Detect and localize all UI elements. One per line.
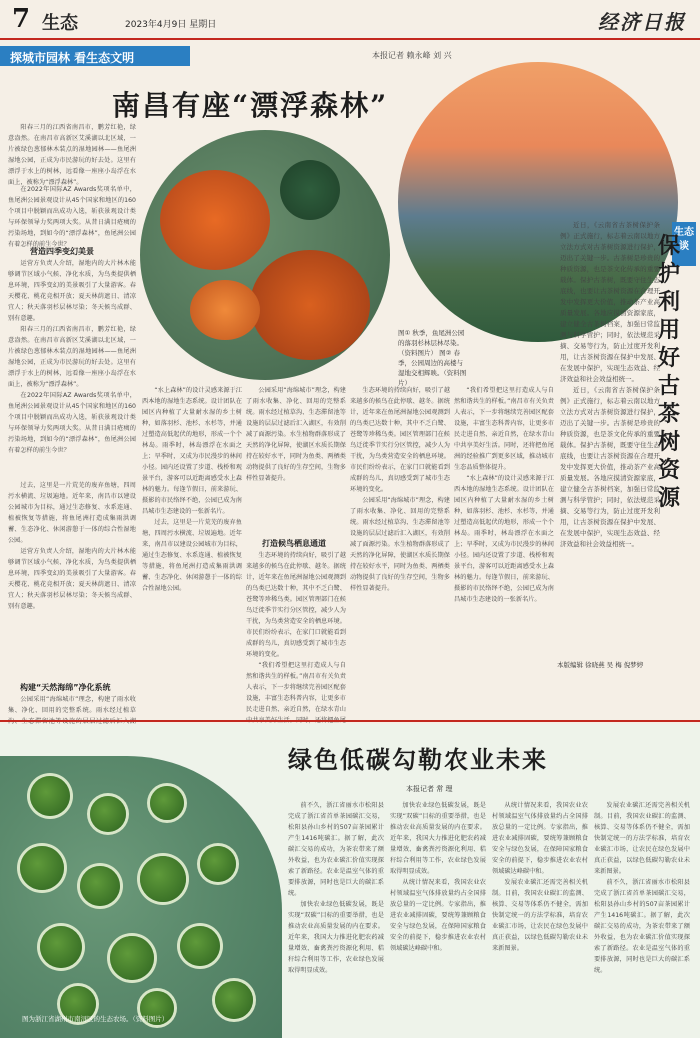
page-number: 7 xyxy=(12,4,31,34)
article1-col3: 公园采用“海绵城市”理念，构建了雨水收集、净化、回用的完整系统。雨水经过植草沟、生态滞留池等设施的层层过滤后汇入湖区，有效削减了面源污染。水生植物群落形成了天然的净化屏障，使湖区水质长期保持在较好水平，同时为鱼类、两栖类动物提供了良好的生存空间，生物多样性显著提升。 xyxy=(246,387,346,482)
article3-col4: 发展农业碳汇还需完善相关机制。目前，我国农业碳汇的监测、核算、交易等体系仍不健全，需加快制定统一的方法学标准，培育农业碳汇市场，让农民在绿色发展中真正获益，以绿色低碳勾勒农业未来新图景。 前不久，浙江省丽水市松阳县完成了浙江省首单茶园碳汇交易，松阳县孙山乡村的507亩茶园累计产生1416吨碳汇。据了解，此次碳汇交易的成功，为茶农带来了额外收益，也为农业碳汇价值实现探索了新路径。农业是温室气体的重要排放源，同时也是巨大的碳汇系统。 xyxy=(594,802,690,974)
article3-byline: 本报记者 常 理 xyxy=(406,785,453,793)
article1-col5: “我们希望把这里打造成人与自然和谐共生的样板。”南昌市有关负责人表示，下一步将继续完善园区配套设施，丰富生态科普内容，让更多市民走进自然、亲近自然，在绿水青山中共享美好生活。同时，还将把鱼尾洲的经验推广到更多区域，推动城市生态品质整体提升。 “水上森林”的设计灵感来源于江西本地的湿地生态系统。设计团队在园区内种植了大量耐水湿的乡土树种，如落羽杉、池杉、水杉等，并通过塑造高低起伏的地形，形成一个个林岛。雨季时，林岛漂浮在水面之上；旱季时，又成为市民漫步的林间小径。园内还设置了步道、栈桥和观景平台，游客可以近距离感受水上森林的魅力。每逢节假日，前来游玩、摄影的市民络绎不绝，公园已成为南昌城市生态建设的一张新名片。 xyxy=(454,387,554,603)
subhead-1: 营造四季变幻美景 xyxy=(30,247,94,256)
article1-col1c: 运营方负责人介绍，湿地内的大片林木能够调节区域小气候、净化水质，为鸟类提供栖息环境，四季变幻的美景吸引了大量游客。春天樱花、桃花竞相开放；夏天林荫遮日、清凉宜人；秋天落羽杉层林尽染；冬天候鸟成群、别有意趣。 阳春三月的江西省南昌市，鹏芳红艳，绿意盎然。在南昌市高新区艾溪湖以北区域，一片被绿色葱郁林木装点的湿地园林——鱼尾洲湿地公园，正成为市民游玩的好去处。这里有漂浮于水上的树林，远看像一座座小岛浮在水面上，被称为“漂浮森林”。 在2022年国际AZ Awards奖项名单中，鱼尾洲公园景观设计从45个国家和地区的160个项目中脱颖而出成功入选，斩获景观设计类与环保领导力奖两项大奖。从昔日满目疮痍的污染场地，到如今的“漂浮森林”，鱼尾洲公园有着怎样的前生今世？ xyxy=(8,260,136,454)
article2-body: 近日，《云南省古茶树保护条例》正式施行，标志着云南以地方立法方式对古茶树资源进行保护，迈出了关键一步。古茶树是珍贵的种质资源，也是茶文化传承的重要载体。保护古茶树，既要守住生态底线，也要让古茶树资源在合理开发中发挥更大价值，推动茶产业高质量发展。各地应摸清资源家底，建立健全古茶树档案，加强日常监测与科学管护；同时，依法规范采摘、交易等行为，防止过度开发利用，让古茶树资源在保护中发展、在发展中保护，实现生态效益、经济效益和社会效益相统一。 近日，《云南省古茶树保护条例》正式施行，标志着云南以地方立法方式对古茶树资源进行保护，迈出了关键一步。古茶树是珍贵的种质资源，也是茶文化传承的重要载体。保护古茶树，既要守住生态底线，也要让古茶树资源在合理开发中发挥更大价值，推动茶产业高质量发展。各地应摸清资源家底，建立健全古茶树档案，加强日常监测与科学管护；同时，依法规范采摘、交易等行为，防止过度开发利用，让古茶树资源在保护中发展、在发展中保护，实现生态效益、经济效益和社会效益相统一。 xyxy=(560,221,660,548)
page-editors: 本版编辑 徐晓燕 吴 梅 倪梦婷 xyxy=(557,661,644,669)
article1-col1a: 阳春三月的江西省南昌市，鹏芳红艳，绿意盎然。在南昌市高新区艾溪湖以北区域，一片被绿色葱郁林木装点的湿地园林——鱼尾洲湿地公园，正成为市民游玩的好去处。这里有漂浮于水上的树林，远看像一座座小岛浮在水面上，被称为“漂浮森林”。 xyxy=(8,124,136,186)
article3-col1: 前不久，浙江省丽水市松阳县完成了浙江省首单茶园碳汇交易，松阳县孙山乡村的507亩茶园累计产生1416吨碳汇。据了解，此次碳汇交易的成功，为茶农带来了额外收益，也为农业碳汇价值实现探索了新路径。农业是温室气体的重要排放源，同时也是巨大的碳汇系统。 加快农业绿色低碳发展，既是实现“双碳”目标的重要举措，也是推动农业高质量发展的内在要求。近年来，我国大力推进化肥农药减量增效、畜禽粪污资源化利用、秸秆综合利用等工作，农业绿色发展取得明显成效。 xyxy=(288,802,384,974)
article1-col1b: 在2022年国际AZ Awards奖项名单中，鱼尾洲公园景观设计从45个国家和地区的160个项目中脱颖而出成功入选，斩获景观设计类与环保领导力奖两项大奖。从昔日满目疮痍的污染场地，到如今的“漂浮森林”，鱼尾洲公园有着怎样的前生今世？ xyxy=(8,186,136,248)
article1-headline: 南昌有座“漂浮森林” xyxy=(112,89,389,122)
article1-col4: 生态环境的持续向好，吸引了越来越多的候鸟在此停歇、越冬。据统计，近年来在鱼尾洲湿地公园观测到的鸟类已达数十种，其中不乏白鹭、苍鹭等珍稀鸟类。园区管理部门在候鸟迁徙季节实行分区管控，减少人为干扰，为鸟类营造安全的栖息环境。市民们纷纷表示，在家门口就能看到成群的鸟儿，真切感受到了城市生态环境的变化。 公园采用“海绵城市”理念，构建了雨水收集、净化、回用的完整系统。雨水经过植草沟、生态滞留池等设施的层层过滤后汇入湖区，有效削减了面源污染。水生植物群落形成了天然的净化屏障，使湖区水质长期保持在较好水平，同时为鱼类、两栖类动物提供了良好的生存空间，生物多样性显著提升。 xyxy=(350,387,450,592)
article1-col2: “水上森林”的设计灵感来源于江西本地的湿地生态系统。设计团队在园区内种植了大量耐水湿的乡土树种，如落羽杉、池杉、水杉等，并通过塑造高低起伏的地形，形成一个个林岛。雨季时，林岛漂浮在水面之上；旱季时，又成为市民漫步的林间小径。园内还设置了步道、栈桥和观景平台，游客可以近距离感受水上森林的魅力。每逢节假日，前来游玩、摄影的市民络绎不绝，公园已成为南昌城市生态建设的一张新名片。 过去，这里是一片荒芜的废弃鱼塘，四周污水横流、垃圾遍地。近年来，南昌市以建设公园城市为目标，通过生态修复、水系连通、植被恢复等措施，将鱼尾洲打造成集雨洪调蓄、生态净化、休闲游憩于一体的综合性湿地公园。 xyxy=(142,387,242,592)
article3-col3: 从统计情况来看，我国农业农村领域温室气体排放量约占全国排放总量的一定比例。专家指出，推进农业减排固碳，要统筹兼顾粮食安全与绿色发展，在保障国家粮食安全的前提下，稳步推进农业农村领域碳达峰碳中和。 发展农业碳汇还需完善相关机制。目前，我国农业碳汇的监测、核算、交易等体系仍不健全，需加快制定统一的方法学标准，培育农业碳汇市场，让农民在绿色发展中真正获益，以绿色低碳勾勒农业未来新图景。 xyxy=(492,802,588,952)
article1-byline: 本报记者 赖永峰 刘 兴 xyxy=(372,51,452,60)
article1-col1d: 过去，这里是一片荒芜的废弃鱼塘，四周污水横流、垃圾遍地。近年来，南昌市以建设公园城市为目标，通过生态修复、水系连通、植被恢复等措施，将鱼尾洲打造成集雨洪调蓄、生态净化、休闲游憩于一体的综合性湿地公园。 运营方负责人介绍，湿地内的大片林木能够调节区域小气候、净化水质，为鸟类提供栖息环境，四季变幻的美景吸引了大量游客。春天樱花、桃花竞相开放；夏天林荫遮日、清凉宜人；秋天落羽杉层林尽染；冬天候鸟成群、别有意趣。 xyxy=(8,482,136,610)
subhead-2: 构建“天然海绵”净化系统 xyxy=(20,683,111,692)
article3-col2: 加快农业绿色低碳发展，既是实现“双碳”目标的重要举措，也是推动农业高质量发展的内在要求。近年来，我国大力推进化肥农药减量增效、畜禽粪污资源化利用、秸秆综合利用等工作，农业绿色发展取得明显成效。 从统计情况来看，我国农业农村领域温室气体排放量约占全国排放总量的一定比例。专家指出，推进农业减排固碳，要统筹兼顾粮食安全与绿色发展，在保障国家粮食安全的前提下，稳步推进农业农村领域碳达峰碳中和。 xyxy=(390,802,486,952)
photo-forest-aerial xyxy=(140,130,390,380)
article2-headline: 保护利用好古茶树资源 xyxy=(657,233,680,511)
article1-col3b: 生态环境的持续向好，吸引了越来越多的候鸟在此停歇、越冬。据统计，近年来在鱼尾洲湿地公园观测到的鸟类已达数十种，其中不乏白鹭、苍鹭等珍稀鸟类。园区管理部门在候鸟迁徙季节实行分区管控，减少人为干扰，为鸟类营造安全的栖息环境。市民们纷纷表示，在家门口就能看到成群的鸟儿，真切感受到了城市生态环境的变化。 “我们希望把这里打造成人与自然和谐共生的样板。”南昌市有关负责人表示，下一步将继续完善园区配套设施，丰富生态科普内容，让更多市民走进自然、亲近自然，在绿水青山 xyxy=(246,552,346,713)
commentary-tag: 生态谈 xyxy=(672,222,696,266)
topic-banner: 探城市园林 看生态文明 xyxy=(0,46,190,66)
article1-caption: 图① 秋季，鱼尾洲公园的落羽杉林层林尽染。（资料图片） 图② 春季，公园周边的高楼与湿地交相辉映。（资料图片） xyxy=(398,329,467,387)
masthead xyxy=(0,0,700,40)
section-title: 生态 xyxy=(42,13,78,34)
article3-headline: 绿色低碳勾勒农业未来 xyxy=(288,745,548,774)
article1-col1e: 公园采用“海绵城市”理念，构建了雨水收集、净化、回用的完整系统。雨水经过植草 xyxy=(8,696,136,714)
subhead-3: 打造候鸟栖息通道 xyxy=(262,539,326,548)
issue-date: 2023年4月9日 星期日 xyxy=(125,20,217,30)
article3-caption: 图为浙江省湖州市南浔区的生态农场。（资料图片） xyxy=(22,1015,169,1023)
newspaper-logo: 经济日报 xyxy=(598,10,686,34)
section-divider xyxy=(0,720,700,722)
